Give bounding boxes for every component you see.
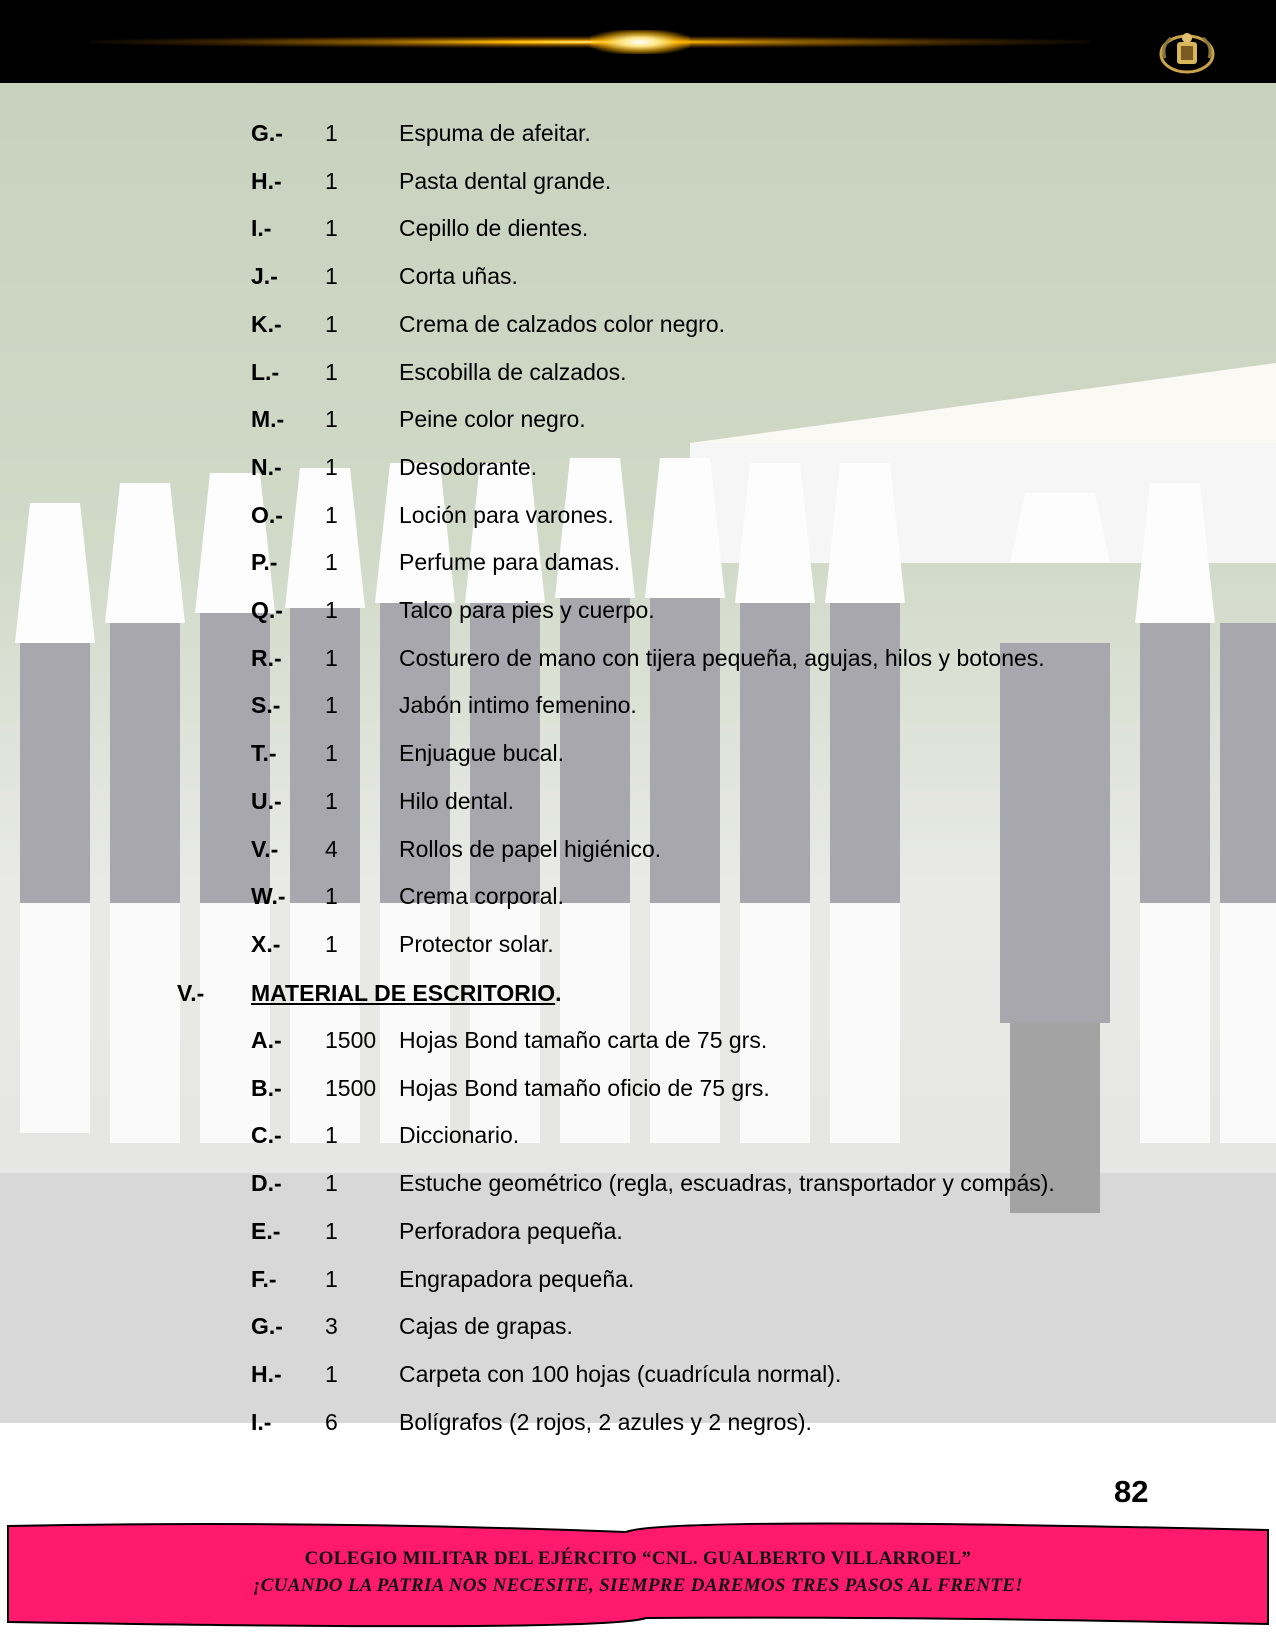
item-letter: Q.- <box>251 597 283 623</box>
item-letter: H.- <box>251 1360 282 1387</box>
item-letter: H.- <box>251 167 282 194</box>
item-letter: I.- <box>251 215 272 242</box>
item-letter: D.- <box>251 1170 282 1197</box>
item-description: Diccionario. <box>399 1122 520 1149</box>
item-description: Enjuague bucal. <box>399 740 564 767</box>
item-description: Hojas Bond tamaño oficio de 75 grs. <box>399 1074 770 1101</box>
item-quantity: 1 <box>325 549 338 576</box>
list-item <box>0 738 1276 768</box>
section-number: V.- <box>177 980 205 1006</box>
item-quantity: 1500 <box>325 1074 377 1101</box>
item-description: Escobilla de calzados. <box>399 358 627 385</box>
list-item <box>0 357 1276 387</box>
item-description: Protector solar. <box>399 930 554 957</box>
item-quantity: 3 <box>325 1313 338 1340</box>
item-letter: U.- <box>251 787 282 814</box>
list-item <box>0 500 1276 530</box>
item-description: Espuma de afeitar. <box>399 120 591 146</box>
list-item <box>0 1025 1276 1055</box>
item-description: Cajas de grapas. <box>399 1313 573 1340</box>
section-title <box>251 978 562 1008</box>
item-description: Costurero de mano con tijera pequeña, agujas, hilos y botones. <box>399 644 1045 671</box>
list-item <box>0 643 1276 673</box>
list-item <box>0 1073 1276 1103</box>
list-item <box>0 786 1276 816</box>
item-description: Peine color negro. <box>399 406 586 433</box>
item-quantity: 1 <box>325 692 338 719</box>
item-quantity: 1 <box>325 1217 338 1244</box>
item-description: Rollos de papel higiénico. <box>399 835 662 862</box>
item-quantity: 1 <box>325 1265 338 1292</box>
list-item <box>0 213 1276 243</box>
item-letter: X.- <box>251 930 281 957</box>
item-description: Carpeta con 100 hojas (cuadrícula normal). <box>399 1360 842 1387</box>
footer-line-2: ¡CUANDO LA PATRIA NOS NECESITE, SIEMPRE DAREMOS TRES PASOS AL FRENTE! <box>253 1575 1023 1596</box>
item-letter: P.- <box>251 549 278 576</box>
item-description: Bolígrafos (2 rojos, 2 azules y 2 negros). <box>399 1408 812 1435</box>
item-description: Corta uñas. <box>399 263 518 290</box>
item-quantity: 1 <box>325 787 338 814</box>
item-quantity: 1 <box>325 597 338 623</box>
section-title-suffix: . <box>555 980 562 1006</box>
list-item <box>0 547 1276 577</box>
item-letter: V.- <box>251 835 279 862</box>
item-letter: L.- <box>251 358 280 385</box>
item-quantity: 1 <box>325 883 338 910</box>
item-letter: K.- <box>251 310 282 337</box>
item-description: Crema de calzados color negro. <box>399 310 725 337</box>
list-item <box>0 166 1276 196</box>
list-item <box>0 404 1276 434</box>
list-item <box>0 1168 1276 1198</box>
list-item <box>0 929 1276 959</box>
item-quantity: 1 <box>325 740 338 767</box>
item-letter: N.- <box>251 453 282 480</box>
item-letter: M.- <box>251 406 285 433</box>
item-quantity: 4 <box>325 835 338 862</box>
item-letter: C.- <box>251 1122 282 1149</box>
item-letter: G.- <box>251 120 283 146</box>
item-letter: O.- <box>251 501 283 528</box>
list-item <box>0 881 1276 911</box>
item-quantity: 1 <box>325 1122 338 1149</box>
footer-line-1: COLEGIO MILITAR DEL EJÉRCITO “CNL. GUALBERTO VILLARROEL” <box>304 1548 972 1569</box>
item-quantity: 1 <box>325 215 338 242</box>
list-item <box>0 834 1276 864</box>
item-quantity: 1 <box>325 1360 338 1387</box>
list-item <box>0 309 1276 339</box>
item-letter: S.- <box>251 692 281 719</box>
footer-text <box>0 1545 1276 1599</box>
list-item <box>0 1216 1276 1246</box>
list-item <box>0 1264 1276 1294</box>
item-quantity: 1 <box>325 644 338 671</box>
item-description: Perfume para damas. <box>399 549 621 576</box>
item-description: Hilo dental. <box>399 787 515 814</box>
item-description: Jabón intimo femenino. <box>399 692 637 719</box>
item-description: Loción para varones. <box>399 501 614 528</box>
page-number: 82 <box>1114 1474 1149 1509</box>
list-item <box>0 1120 1276 1150</box>
item-quantity: 1 <box>325 501 338 528</box>
item-letter: T.- <box>251 740 277 767</box>
item-quantity: 6 <box>325 1408 338 1435</box>
list-item <box>0 595 1276 625</box>
item-letter: A.- <box>251 1027 282 1053</box>
item-description: Desodorante. <box>399 453 538 480</box>
list-item <box>0 118 1276 148</box>
item-quantity: 1 <box>325 406 338 433</box>
list-item <box>0 1311 1276 1341</box>
item-description: Perforadora pequeña. <box>399 1217 623 1244</box>
item-quantity: 1 <box>325 1170 338 1197</box>
item-description: Estuche geométrico (regla, escuadras, transportador y compás). <box>399 1170 1055 1197</box>
item-description: Cepillo de dientes. <box>399 215 589 242</box>
list-item <box>0 690 1276 720</box>
list-item <box>0 261 1276 291</box>
item-quantity: 1 <box>325 453 338 480</box>
list-item <box>0 1407 1276 1437</box>
crest-emblem-icon <box>1157 28 1217 76</box>
header-bar <box>0 0 1276 83</box>
item-quantity: 1 <box>325 167 338 194</box>
item-letter: F.- <box>251 1265 277 1292</box>
item-quantity: 1 <box>325 120 338 146</box>
item-description: Engrapadora pequeña. <box>399 1265 635 1292</box>
list-item <box>0 452 1276 482</box>
item-quantity: 1 <box>325 358 338 385</box>
item-quantity: 1 <box>325 930 338 957</box>
item-letter: W.- <box>251 883 286 910</box>
item-quantity: 1500 <box>325 1027 377 1053</box>
light-flare-core <box>590 30 690 54</box>
list-item <box>0 1359 1276 1389</box>
section-title-text: MATERIAL DE ESCRITORIO <box>251 980 556 1006</box>
item-quantity: 1 <box>325 263 338 290</box>
item-letter: I.- <box>251 1408 272 1435</box>
item-description: Crema corporal. <box>399 883 564 910</box>
item-description: Talco para pies y cuerpo. <box>399 597 655 623</box>
section-heading <box>0 978 1276 1008</box>
item-quantity: 1 <box>325 310 338 337</box>
item-description: Pasta dental grande. <box>399 167 612 194</box>
item-letter: E.- <box>251 1217 281 1244</box>
item-letter: J.- <box>251 263 278 290</box>
item-letter: B.- <box>251 1074 282 1101</box>
item-letter: G.- <box>251 1313 283 1340</box>
item-description: Hojas Bond tamaño carta de 75 grs. <box>399 1027 768 1053</box>
item-letter: R.- <box>251 644 282 671</box>
